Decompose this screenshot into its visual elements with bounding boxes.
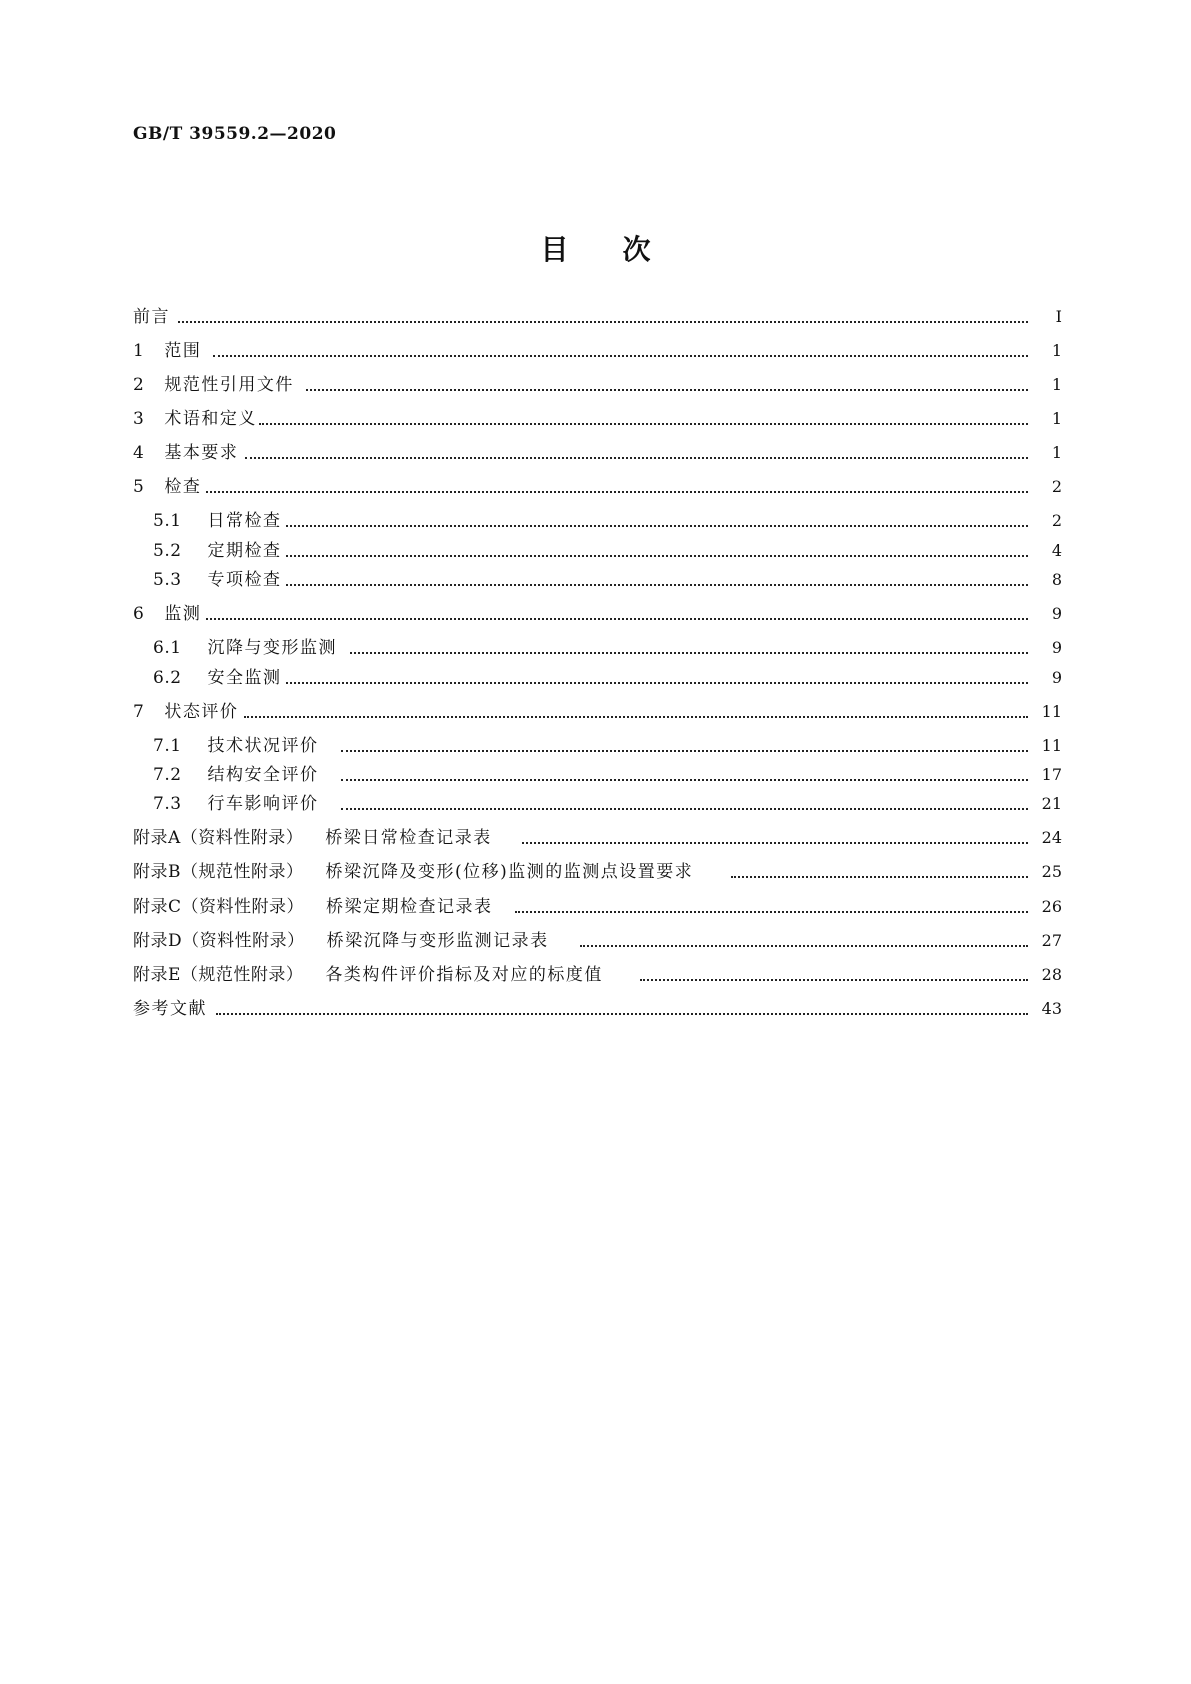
toc-leader-dots [286, 525, 1028, 527]
toc-leader-dots [286, 584, 1028, 586]
toc-entry-page: 9 [1051, 604, 1062, 623]
toc-entry-label [153, 635, 337, 661]
toc-entry [0, 962, 1191, 988]
toc-entry-label [133, 996, 207, 1022]
toc-entry-title: 定期检查 [207, 541, 282, 561]
toc-entry-title: 各类构件评价指标及对应的标度值 [325, 965, 603, 985]
toc-entry-label [153, 508, 282, 534]
toc-leader-dots [341, 750, 1028, 752]
toc-entry-label [133, 440, 238, 466]
toc-entry-page: 9 [1051, 638, 1062, 657]
toc-entry [0, 601, 1191, 627]
toc-leader-dots [580, 945, 1028, 947]
toc-entry-label [153, 733, 319, 759]
toc-leader-dots [731, 876, 1028, 878]
toc-entry-page: 9 [1051, 668, 1062, 687]
toc-leader-dots [216, 1013, 1028, 1015]
toc-entry-number: 附录B（规范性附录） [133, 862, 304, 882]
toc-entry-label [153, 567, 282, 593]
toc-leader-dots [244, 716, 1028, 718]
toc-entry-label [133, 474, 201, 500]
toc-entry [0, 508, 1191, 534]
toc-entry-label [133, 406, 257, 432]
toc-entry [0, 733, 1191, 759]
toc-entry-label [133, 699, 238, 725]
toc-entry-page: 1 [1051, 375, 1062, 394]
toc-entry [0, 894, 1191, 920]
toc-entry-label [133, 962, 603, 988]
toc-entry-page: 4 [1051, 541, 1062, 560]
toc-entry-label [133, 601, 201, 627]
toc-entry [0, 567, 1191, 593]
toc-entry [0, 635, 1191, 661]
toc-entry-page: Ⅰ [1055, 307, 1062, 326]
toc-entry-title: 监测 [164, 604, 202, 624]
toc-entry-number: 5.2 [153, 541, 182, 561]
toc-entry [0, 825, 1191, 851]
toc-entry-number: 附录D（资料性附录） [133, 931, 305, 951]
toc-entry-title: 术语和定义 [164, 409, 257, 429]
toc-entry-page: 1 [1051, 409, 1062, 428]
toc-entry-title: 桥梁定期检查记录表 [326, 897, 493, 917]
toc-entry-page: 24 [1041, 828, 1062, 847]
toc-entry-title: 桥梁沉降及变形(位移)监测的监测点设置要求 [325, 862, 694, 882]
toc-leader-dots [206, 491, 1028, 493]
toc-entry-page: 11 [1041, 736, 1062, 755]
toc-leader-dots [286, 555, 1028, 557]
toc-entry-number: 7.3 [153, 794, 182, 814]
toc-entry-label [133, 825, 492, 851]
toc-entry-page: 1 [1051, 341, 1062, 360]
toc-entry-title: 沉降与变形监测 [207, 638, 338, 658]
toc-entry [0, 762, 1191, 788]
toc-entry-number: 1 [133, 341, 145, 361]
toc-entry-title: 前言 [133, 307, 170, 327]
toc-leader-dots [259, 423, 1028, 425]
toc-leader-dots [245, 457, 1028, 459]
toc-entry-number: 附录A（资料性附录） [133, 828, 304, 848]
toc-entry [0, 699, 1191, 725]
toc-leader-dots [286, 682, 1028, 684]
toc-leader-dots [178, 321, 1028, 323]
toc-entry-number: 附录C（资料性附录） [133, 897, 305, 917]
toc-entry [0, 304, 1191, 330]
toc-entry-label [133, 304, 170, 330]
toc-entry-title: 规范性引用文件 [164, 375, 294, 395]
toc-entry-label [133, 338, 201, 364]
toc-entry-label [133, 372, 294, 398]
toc-entry [0, 440, 1191, 466]
toc-entry-number: 5.3 [153, 570, 182, 590]
toc-entry-page: 43 [1041, 999, 1062, 1018]
toc-leader-dots [350, 652, 1028, 654]
toc-entry-number: 3 [133, 409, 145, 429]
toc-entry-number: 4 [133, 443, 145, 463]
toc-entry-title: 结构安全评价 [207, 765, 319, 785]
toc-entry [0, 928, 1191, 954]
toc-entry [0, 474, 1191, 500]
toc-leader-dots [206, 618, 1028, 620]
toc-entry-label [133, 894, 493, 920]
toc-entry-page: 11 [1041, 702, 1062, 721]
toc-entry-page: 2 [1051, 477, 1062, 496]
toc-entry [0, 406, 1191, 432]
toc-entry-page: 26 [1041, 897, 1062, 916]
toc-entry-title: 安全监测 [207, 668, 282, 688]
toc-leader-dots [213, 355, 1028, 357]
toc-entry [0, 665, 1191, 691]
toc-entry-label [133, 859, 693, 885]
toc-entry-title: 状态评价 [164, 702, 239, 722]
toc-entry-title: 桥梁沉降与变形监测记录表 [326, 931, 549, 951]
toc-entry-label [153, 762, 319, 788]
toc-entry-number: 6.2 [153, 668, 182, 688]
document-code: GB/T 39559.2—2020 [133, 124, 337, 144]
toc-entry-label [153, 538, 282, 564]
toc-leader-dots [522, 842, 1028, 844]
toc-entry-title: 桥梁日常检查记录表 [325, 828, 492, 848]
toc-entry-title: 行车影响评价 [207, 794, 319, 814]
toc-entry-label [153, 791, 319, 817]
toc-entry-label [133, 928, 549, 954]
toc-entry-number: 2 [133, 375, 145, 395]
toc-entry-title: 基本要求 [164, 443, 239, 463]
toc-entry-page: 21 [1041, 794, 1062, 813]
toc-entry-title: 技术状况评价 [207, 736, 319, 756]
toc-entry-title: 检查 [164, 477, 202, 497]
toc-entry-number: 6 [133, 604, 145, 624]
toc-entry [0, 372, 1191, 398]
toc-entry-title: 日常检查 [207, 511, 282, 531]
toc-entry-label [153, 665, 282, 691]
toc-entry-number: 附录E（规范性附录） [133, 965, 304, 985]
toc-entry-title: 参考文献 [133, 999, 207, 1019]
toc-entry-title: 范围 [164, 341, 202, 361]
toc-entry-page: 25 [1041, 862, 1062, 881]
toc-entry-page: 28 [1041, 965, 1062, 984]
toc-entry-number: 7.2 [153, 765, 182, 785]
toc-entry [0, 996, 1191, 1022]
toc-entry-number: 5.1 [153, 511, 182, 531]
toc-entry [0, 538, 1191, 564]
toc-entry-page: 27 [1041, 931, 1062, 950]
toc-entry-title: 专项检查 [207, 570, 282, 590]
toc-leader-dots [306, 389, 1028, 391]
page-title: 目次 [540, 233, 705, 266]
toc-entry [0, 338, 1191, 364]
toc-entry [0, 859, 1191, 885]
toc-leader-dots [341, 779, 1028, 781]
toc-entry [0, 791, 1191, 817]
toc-entry-page: 8 [1051, 570, 1062, 589]
toc-entry-number: 7 [133, 702, 145, 722]
toc-entry-page: 17 [1041, 765, 1062, 784]
toc-entry-page: 2 [1051, 511, 1062, 530]
toc-leader-dots [640, 979, 1028, 981]
toc-entry-number: 5 [133, 477, 145, 497]
toc-entry-number: 7.1 [153, 736, 182, 756]
toc-leader-dots [515, 911, 1028, 913]
toc-entry-number: 6.1 [153, 638, 182, 658]
toc-leader-dots [341, 808, 1028, 810]
toc-entry-page: 1 [1051, 443, 1062, 462]
